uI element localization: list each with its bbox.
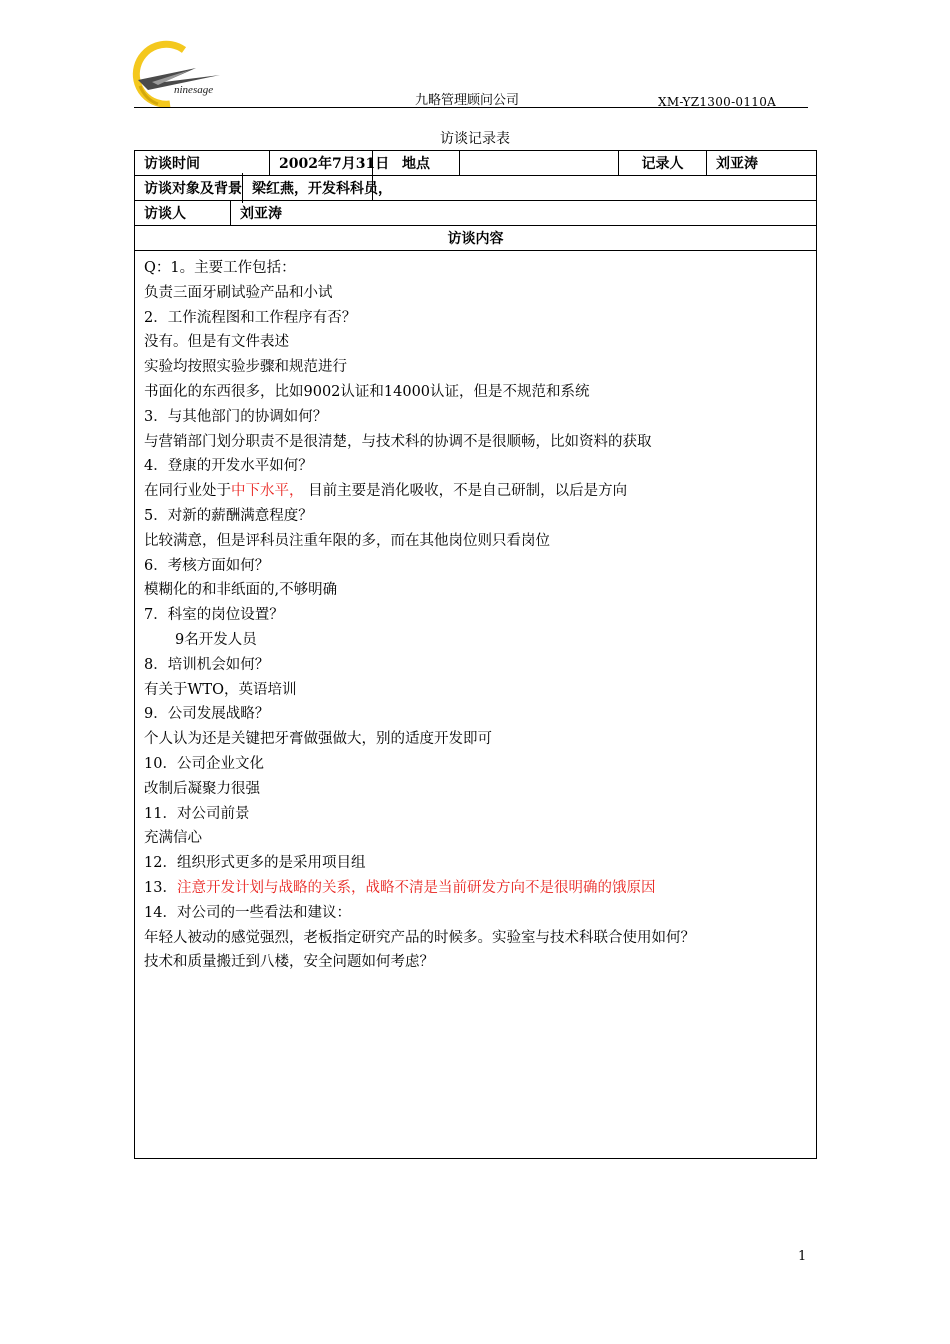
row-content-header [135,226,817,251]
row-time-place [135,151,817,176]
content-line: 12．组织形式更多的是采用项目组 [144,855,366,872]
content-line: 负责三面牙刷试验产品和小试 [144,284,333,301]
content-line: 技术和质量搬迁到八楼，安全问题如何考虑？ [144,954,434,971]
content-line: 2．工作流程图和工作程序有否？ [144,309,357,326]
row-subject [135,176,817,201]
interviewer-label: 访谈人 [135,201,231,226]
content-line [144,479,807,504]
content-text: 13． [144,879,177,896]
content-line: 与营销部门划分职责不是很清楚，与技术科的协调不是很顺畅，比如资料的获取 [144,433,652,450]
content-line: 10．公司企业文化 [144,755,264,772]
subject-cell [135,176,392,201]
content-line: 年轻人被动的感觉强烈，老板指定研究产品的时候多。实验室与技术科联合使用如何？ [144,929,695,946]
content-line: 改制后凝聚力很强 [144,780,260,797]
content-line: 11．对公司前景 [144,805,250,822]
content-line: Q：1。主要工作包括： [144,260,296,276]
subject-value: 梁红燕，开发科科员， [242,173,392,203]
highlighted-text: 注意开发计划与战略的关系，战略不清是当前研发方向不是很明确的饿原因 [176,879,656,896]
content-line: 没有。但是有文件表述 [144,334,289,351]
document-code: XM-YZ1300-0110A [658,95,777,109]
content-line: 7．科室的岗位设置？ [144,607,284,624]
row-interviewer [135,201,817,226]
content-line: 4．登康的开发水平如何？ [144,458,313,475]
content-line: 有关于WTO，英语培训 [144,681,297,698]
content-line: 14．对公司的一些看法和建议： [144,904,351,921]
time-value: 2002年7月31日 [270,151,373,176]
place-value [460,151,619,176]
content-line: 9名开发人员 [175,631,257,648]
subject-blank [373,176,817,201]
time-label: 访谈时间 [135,151,270,176]
form-title: 访谈记录表 [440,131,510,147]
content-line: 9．公司发展战略？ [144,706,270,723]
logo-text: ninesage [174,84,214,96]
content-line: 5．对新的薪酬满意程度？ [144,507,313,524]
content-line: 充满信心 [144,830,202,847]
highlighted-text: 中下水平， [231,483,304,500]
content-line: 模糊化的和非纸面的,不够明确 [144,582,338,599]
content-line: 6．考核方面如何？ [144,557,270,574]
content-line: 实验均按照实验步骤和规范进行 [144,359,347,376]
company-name: 九略管理顾问公司 [415,93,520,108]
interview-content [135,251,817,1159]
content-line: 比较满意，但是评科员注重年限的多，而在其他岗位则只看岗位 [144,532,550,549]
recorder-value: 刘亚涛 [707,151,817,176]
interview-record-table [134,150,817,1159]
content-line [144,876,807,901]
interviewer-value: 刘亚涛 [231,201,817,226]
subject-label: 访谈对象及背景 [144,181,242,197]
content-line: 8．培训机会如何？ [144,656,270,673]
ninesage-logo [128,42,228,112]
content-line: 3．与其他部门的协调如何？ [144,408,328,425]
place-label: 地点 [373,151,460,176]
content-header: 访谈内容 [135,226,817,251]
header-divider [134,107,808,108]
content-text: 目前主要是消化吸收，不是自己研制，以后是方向 [303,483,628,500]
row-content [135,251,817,1159]
content-line: 书面化的东西很多，比如9002认证和14000认证，但是不规范和系统 [144,383,590,400]
content-line: 个人认为还是关键把牙膏做强做大，别的适度开发即可 [144,731,492,748]
recorder-label: 记录人 [619,151,707,176]
page-number: 1 [798,1249,807,1264]
content-text: 在同行业处于 [144,483,231,500]
